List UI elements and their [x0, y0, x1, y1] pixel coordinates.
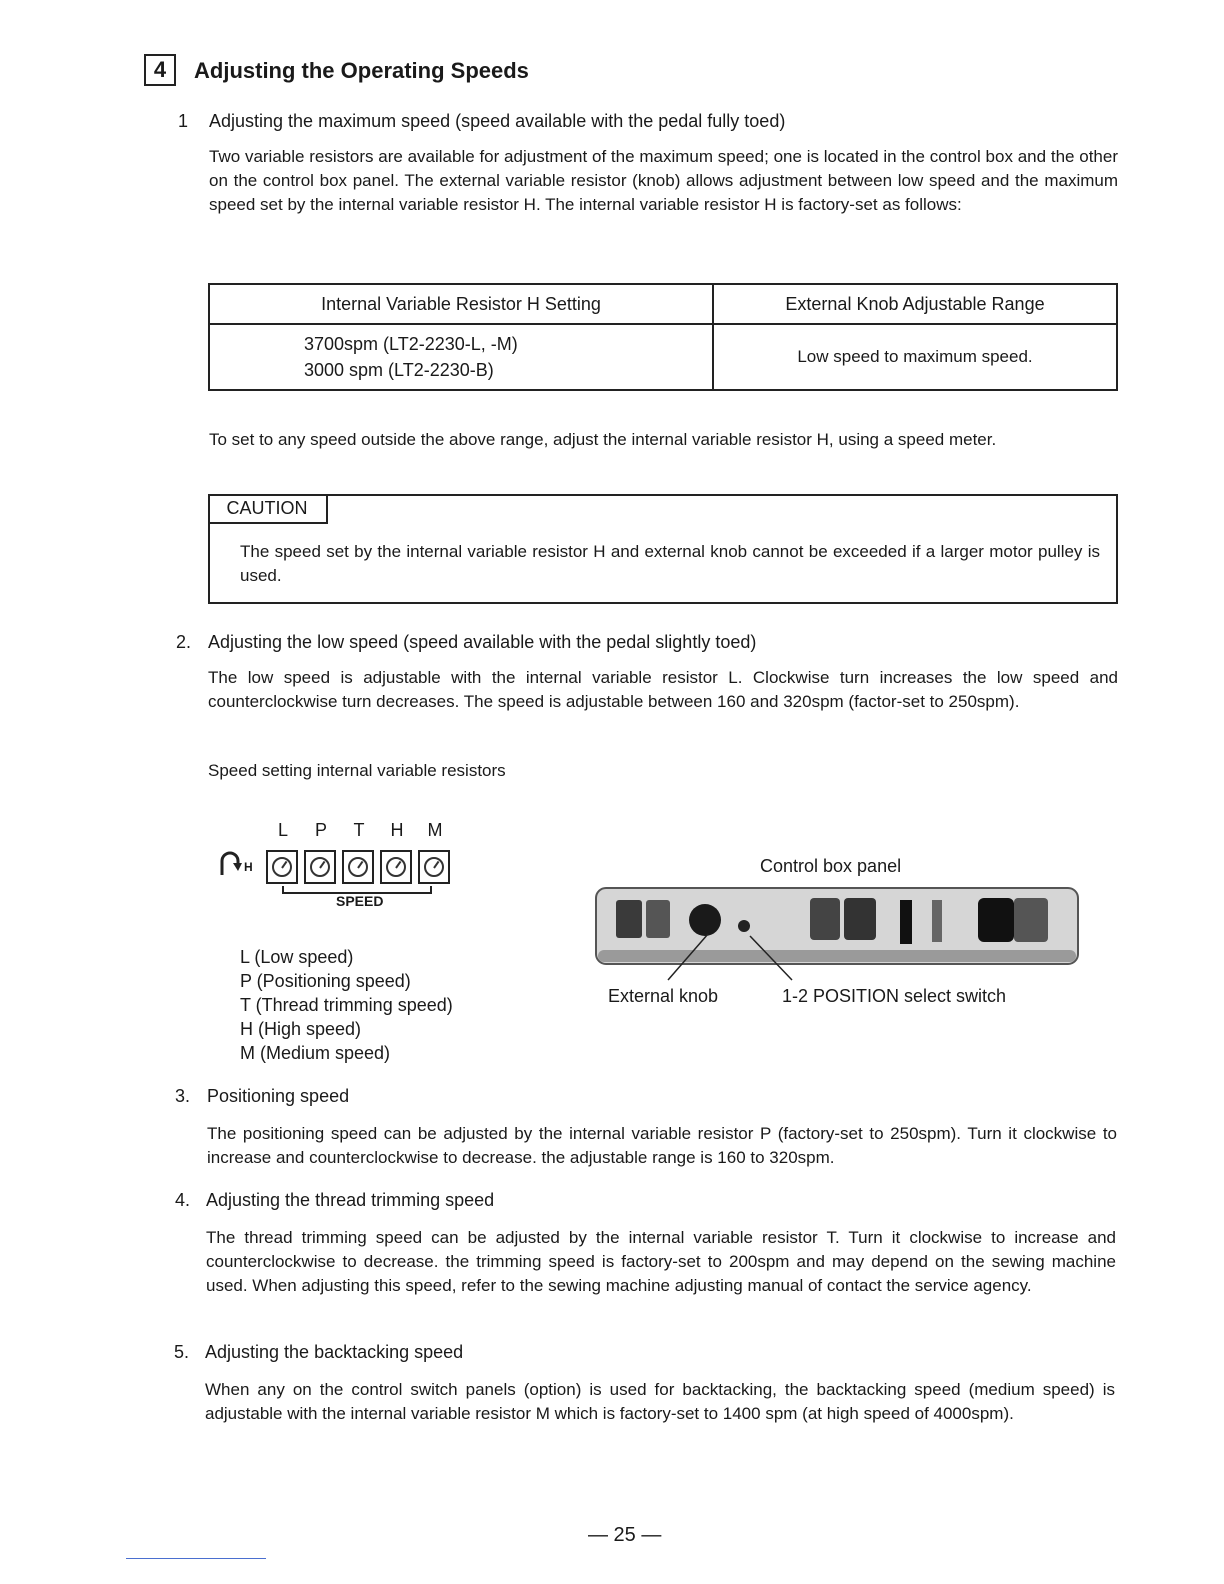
dial-icon	[386, 857, 406, 877]
dial-icon	[424, 857, 444, 877]
item1-number: 1	[178, 111, 189, 131]
resistor-m	[418, 850, 450, 884]
legend-positioning: P (Positioning speed)	[240, 971, 411, 991]
page-number: — 25 —	[588, 1524, 662, 1546]
resistor-legend	[240, 945, 453, 1065]
callout-lines	[660, 930, 800, 982]
table-cell-settings	[209, 324, 713, 390]
clockwise-arrow-icon	[216, 845, 244, 879]
section-number: 4	[144, 54, 176, 86]
resistor-letter-l: L	[277, 820, 288, 840]
legend-high: H (High speed)	[240, 1019, 362, 1039]
footer-rule	[126, 1558, 266, 1559]
resistor-letter-m: M	[427, 820, 443, 840]
table-cell-range: Low speed to maximum speed.	[713, 324, 1117, 390]
item1-note: To set to any speed outside the above range, adjust the internal variable resistor H, using a speed meter.	[209, 430, 997, 449]
item1-body: Two variable resistors are available for adjustment of the maximum speed; one is located in the control box and the other on the control box panel. The external variable resistor (knob) allows adjustment between low speed and the maximum speed set by the internal variable resistor H. The internal variable resistor H is factory-set as follows:	[209, 147, 1118, 214]
resistor-letters	[266, 820, 452, 841]
item2-number: 2.	[176, 632, 192, 652]
caution-label: CAUTION	[208, 494, 328, 524]
table-setting-line-2: 3000 spm (LT2-2230-B)	[304, 360, 494, 380]
resistor-l	[266, 850, 298, 884]
table-header-left: Internal Variable Resistor H Setting	[209, 284, 713, 324]
resistor-row	[266, 850, 450, 884]
item4-title: Adjusting the thread trimming speed	[206, 1190, 495, 1210]
section-title: Adjusting the Operating Speeds	[194, 58, 529, 83]
speed-label: SPEED	[336, 893, 384, 909]
resistor-side-mark: H	[244, 860, 253, 874]
resistor-t	[342, 850, 374, 884]
speed-setting-table	[208, 283, 1118, 391]
resistor-letter-t: T	[353, 820, 365, 840]
resistor-letter-h: H	[390, 820, 404, 840]
dial-icon	[272, 857, 292, 877]
item3-title: Positioning speed	[207, 1086, 350, 1106]
caution-text: The speed set by the internal variable resistor H and external knob cannot be exceeded if a larger motor pulley is used.	[240, 542, 1100, 585]
legend-thread-trimming: T (Thread trimming speed)	[240, 995, 453, 1015]
item1-title: Adjusting the maximum speed (speed available with the pedal fully toed)	[209, 111, 786, 131]
item3-body: The positioning speed can be adjusted by the internal variable resistor P (factory-set to 250spm). Turn it clockwise to increase and counterclockwise to decrease. the adjustable range is 160 to 320spm.	[207, 1124, 1117, 1167]
item3-number: 3.	[175, 1086, 191, 1106]
dial-icon	[310, 857, 330, 877]
table-header-right: External Knob Adjustable Range	[713, 284, 1117, 324]
resistor-h	[380, 850, 412, 884]
legend-low: L (Low speed)	[240, 947, 354, 967]
item4-number: 4.	[175, 1190, 191, 1210]
item5-number: 5.	[174, 1342, 190, 1362]
item4-body: The thread trimming speed can be adjusted by the internal variable resistor T. Turn it clockwise to increase and counterclockwise to decrease. the trimming speed is factory-set to 200spm and may depend on the sewing machine used. When adjusting this speed, refer to the sewing machine adjusting manual of contact the service agency.	[206, 1228, 1116, 1295]
position-switch-label: 1-2 POSITION select switch	[782, 986, 1007, 1006]
legend-medium: M (Medium speed)	[240, 1043, 391, 1063]
item2-title: Adjusting the low speed (speed available with the pedal slightly toed)	[208, 632, 757, 652]
dial-icon	[348, 857, 368, 877]
resistor-figure-caption: Speed setting internal variable resistors	[208, 761, 506, 780]
item2-body: The low speed is adjustable with the internal variable resistor L. Clockwise turn increases the low speed and counterclockwise turn decreases. The speed is adjustable between 160 and 320spm (factor-set to 250spm).	[208, 668, 1118, 711]
panel-title: Control box panel	[760, 856, 902, 876]
table-setting-line-1: 3700spm (LT2-2230-L, -M)	[304, 334, 518, 354]
external-knob-label: External knob	[608, 986, 719, 1006]
item5-body: When any on the control switch panels (option) is used for backtacking, the backtacking speed (medium speed) is adjustable with the internal variable resistor M which is factory-set to 1400 spm (at high speed of 4000spm).	[205, 1380, 1115, 1423]
item5-title: Adjusting the backtacking speed	[205, 1342, 464, 1362]
resistor-p	[304, 850, 336, 884]
resistor-letter-p: P	[314, 820, 327, 840]
